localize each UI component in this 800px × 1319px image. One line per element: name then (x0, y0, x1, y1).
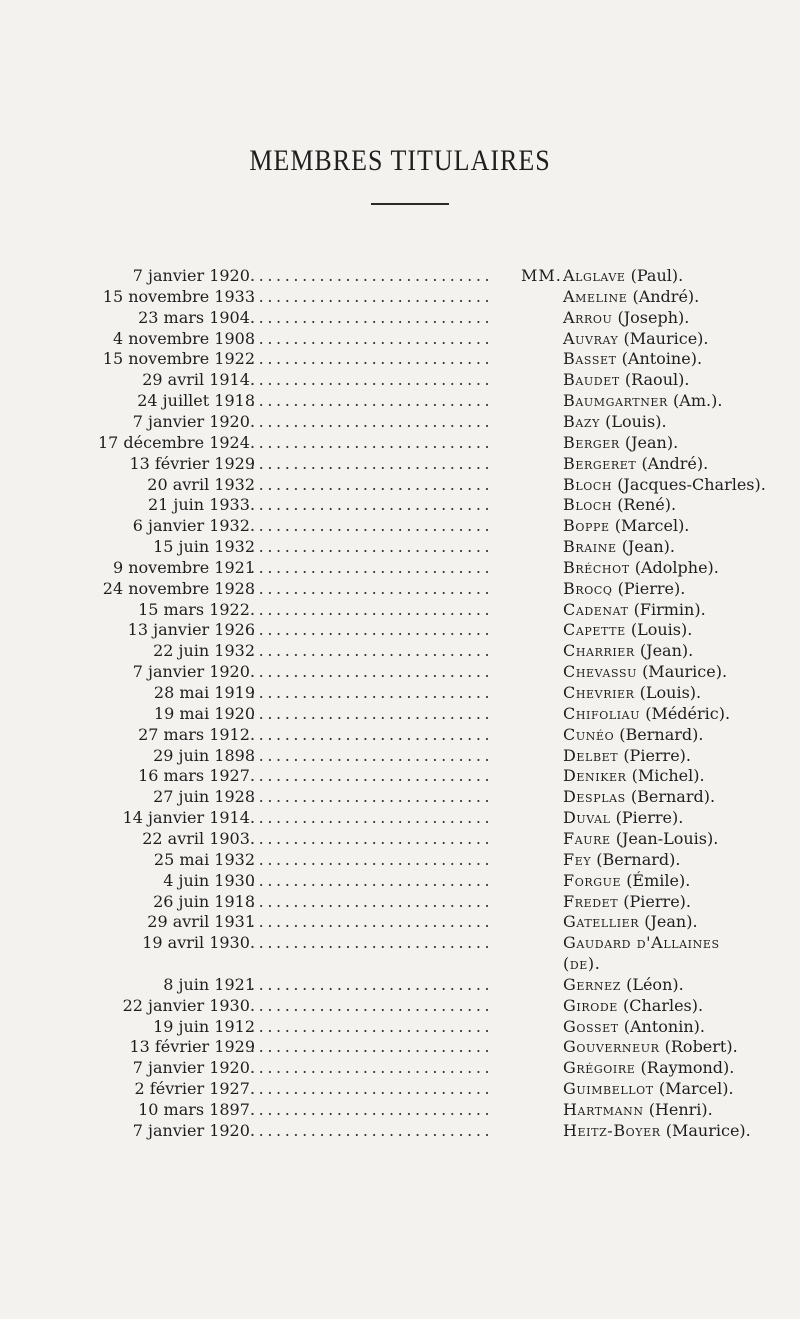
member-date: 9 novembre 1921 (112, 557, 255, 577)
list-item (0, 682, 800, 704)
member-name (563, 557, 719, 579)
member-date: 23 mars 1904. (138, 307, 255, 327)
member-given-name: (Jean). (624, 432, 679, 452)
member-name (563, 807, 683, 829)
leader-dots: ............................ (250, 370, 494, 390)
member-name (563, 369, 689, 391)
member-surname: Baumgartner (563, 391, 668, 411)
leader-dots: ............................ (250, 787, 494, 807)
member-date: 28 mai 1919 (153, 683, 255, 702)
member-date: 10 mars 1897. (138, 1100, 255, 1119)
list-item (0, 891, 800, 913)
leader-dots: ............................ (250, 328, 494, 348)
member-given-name: (Médéric). (645, 703, 731, 723)
leader-dots: ............................ (250, 745, 494, 765)
leader-dots: ............................ (250, 286, 494, 306)
member-date: 29 avril 1931 (147, 912, 255, 932)
member-name (563, 932, 720, 954)
member-name (563, 286, 699, 308)
member-given-name: (Maurice). (642, 662, 728, 682)
member-name (563, 1036, 738, 1058)
member-name (563, 494, 676, 516)
list-item (0, 348, 800, 370)
leader-dots: ............................ (250, 599, 494, 619)
member-given-name: (Adolphe). (634, 557, 719, 577)
list-item (0, 974, 800, 996)
member-given-name: (Robert). (664, 1037, 738, 1057)
member-surname: Alglave (563, 266, 626, 285)
member-given-name: (Antonin). (623, 1016, 705, 1036)
member-date: 15 novembre 1933 (102, 286, 255, 306)
leader-dots: ............................ (250, 870, 494, 890)
member-given-name: (Bernard). (619, 724, 704, 744)
member-date: 21 juin 1933. (147, 495, 255, 515)
member-given-name: (Henri). (648, 1100, 713, 1119)
member-given-name: (Jean). (639, 641, 694, 661)
list-item (0, 578, 800, 600)
list-item (0, 828, 800, 850)
leader-dots: ............................ (250, 849, 494, 869)
member-date: 27 mars 1912. (138, 724, 255, 744)
member-surname: Hartmann (563, 1100, 644, 1119)
member-date: 8 juin 1921 (163, 974, 255, 994)
leader-dots: ............................ (250, 495, 494, 515)
list-item (0, 765, 800, 787)
member-surname: Boppe (563, 516, 610, 536)
member-name (563, 578, 685, 600)
member-surname: Arrou (563, 307, 613, 327)
member-date: 29 avril 1914. (142, 370, 255, 390)
member-date: 6 janvier 1932. (132, 516, 255, 536)
member-given-name: (Jacques-Charles). (617, 474, 766, 494)
member-given-name: (André). (641, 453, 709, 473)
member-surname: Chevassu (563, 662, 637, 682)
leader-dots: ............................ (250, 828, 494, 848)
list-item (0, 870, 800, 892)
list-item (0, 1120, 800, 1142)
member-name (563, 1057, 734, 1079)
list-item (0, 369, 800, 391)
member-date: 13 février 1929 (129, 1037, 255, 1057)
leader-dots: ............................ (250, 1058, 494, 1078)
leader-dots: ............................ (250, 912, 494, 932)
member-name (563, 265, 683, 287)
member-given-name: (Émile). (626, 870, 691, 890)
member-date: 13 janvier 1926 (127, 620, 255, 640)
leader-dots: ............................ (250, 411, 494, 431)
member-name (563, 390, 722, 412)
member-given-name: (Pierre). (617, 578, 686, 598)
leader-dots: ............................ (250, 724, 494, 744)
member-name (563, 703, 730, 725)
leader-dots: ............................ (250, 474, 494, 494)
member-surname: Heitz-Boyer (563, 1120, 661, 1140)
member-date: 4 juin 1930 (163, 870, 255, 890)
member-surname: Fey (563, 849, 592, 869)
member-name (563, 307, 689, 329)
member-date: 2 février 1927. (134, 1079, 255, 1099)
member-surname: Cadenat (563, 599, 629, 619)
leader-dots: ............................ (250, 1100, 494, 1119)
list-item (0, 953, 800, 975)
leader-dots: ............................ (250, 808, 494, 828)
member-surname: Cunéo (563, 724, 615, 744)
member-surname: Gatellier (563, 912, 640, 932)
leader-dots: ............................ (250, 266, 494, 285)
list-item (0, 786, 800, 808)
leader-dots: ............................ (250, 620, 494, 640)
list-item (0, 703, 800, 725)
list-item (0, 328, 800, 350)
member-given-name: (Bernard). (596, 849, 681, 869)
member-surname: Delbet (563, 745, 619, 765)
member-date: 7 janvier 1920. (132, 662, 255, 682)
member-surname: Gouverneur (563, 1037, 660, 1057)
member-given-name: (Louis). (605, 411, 667, 431)
leader-dots: ............................ (250, 683, 494, 702)
member-date: 27 juin 1928 (153, 787, 255, 807)
member-surname: Guimbellot (563, 1079, 654, 1099)
member-surname: Braine (563, 537, 617, 557)
member-name (563, 474, 766, 496)
list-item (0, 1036, 800, 1058)
list-item (0, 619, 800, 641)
list-item (0, 265, 800, 287)
member-name (563, 328, 709, 350)
member-surname: Gernez (563, 974, 621, 994)
member-given-name: (Louis). (630, 620, 693, 640)
member-given-name: (Maurice). (665, 1120, 751, 1140)
member-surname: Forgue (563, 870, 622, 890)
member-name (563, 870, 690, 892)
member-name (563, 828, 718, 850)
member-name (563, 682, 701, 704)
leader-dots: ............................ (250, 1016, 494, 1036)
list-item (0, 390, 800, 412)
leader-dots: ............................ (250, 391, 494, 411)
member-date: 24 juillet 1918 (137, 391, 255, 411)
list-item (0, 494, 800, 516)
member-date: 15 juin 1932 (153, 537, 255, 557)
member-given-name: (Léon). (626, 974, 684, 994)
list-item (0, 661, 800, 683)
list-item (0, 515, 800, 537)
member-date: 22 avril 1903. (142, 828, 255, 848)
list-item (0, 640, 800, 662)
member-surname: Brocq (563, 578, 613, 598)
member-given-name: (Marcel). (658, 1079, 734, 1099)
member-date: 20 avril 1932 (147, 474, 255, 494)
member-surname: Ameline (563, 286, 628, 306)
honorific-prefix: MM. (521, 266, 562, 285)
list-item (0, 1057, 800, 1079)
member-given-name: (René). (617, 495, 677, 515)
member-surname: Fredet (563, 891, 619, 911)
member-date: 26 juin 1918 (153, 891, 255, 911)
member-given-name: (Louis). (639, 683, 702, 702)
list-item (0, 432, 800, 454)
member-surname: Bréchot (563, 557, 630, 577)
member-name (563, 661, 727, 683)
leader-dots: ............................ (250, 307, 494, 327)
member-date: 25 mai 1932 (153, 849, 255, 869)
member-surname: Chifoliau (563, 703, 641, 723)
member-surname: Duval (563, 808, 611, 828)
member-name (563, 1120, 751, 1142)
member-given-name: (Firmin). (633, 599, 706, 619)
member-surname: Bloch (563, 474, 613, 494)
member-name (563, 515, 689, 537)
member-given-name: (Bernard). (630, 787, 716, 807)
member-date: 16 mars 1927. (138, 766, 255, 786)
leader-dots: ............................ (250, 453, 494, 473)
member-date: 19 juin 1912 (153, 1016, 255, 1036)
list-item (0, 1078, 800, 1100)
member-surname: Bergeret (563, 453, 637, 473)
leader-dots: ............................ (250, 432, 494, 452)
member-given-name: (Pierre). (623, 745, 691, 765)
leader-dots: ............................ (250, 703, 494, 723)
member-date: 15 mars 1922. (138, 599, 255, 619)
member-given-name: (Jean-Louis). (615, 828, 719, 848)
member-date: 7 janvier 1920. (132, 1120, 255, 1140)
member-date: 29 juin 1898 (153, 745, 255, 765)
list-item (0, 1099, 800, 1121)
member-name (563, 849, 680, 871)
leader-dots: ............................ (250, 557, 494, 577)
member-given-name: (Joseph). (617, 307, 690, 327)
list-item (0, 307, 800, 329)
member-name (563, 765, 705, 787)
leader-dots: ............................ (250, 766, 494, 786)
leader-dots: ............................ (250, 1079, 494, 1099)
leader-dots: ............................ (250, 349, 494, 369)
member-given-name: (Jean). (621, 537, 675, 557)
member-surname: Gosset (563, 1016, 619, 1036)
leader-dots: ............................ (250, 1037, 494, 1057)
list-item (0, 411, 800, 433)
member-date: 22 janvier 1930. (122, 995, 255, 1015)
leader-dots: ............................ (250, 641, 494, 661)
member-given-name: (Jean). (644, 912, 698, 932)
member-surname: Girode (563, 995, 618, 1015)
title-divider (371, 203, 449, 205)
list-item (0, 911, 800, 933)
member-date: 22 juin 1932 (153, 641, 255, 661)
member-surname: Bazy (563, 411, 601, 431)
member-surname: Bloch (563, 495, 613, 515)
member-date: 14 janvier 1914. (122, 808, 255, 828)
leader-dots: ............................ (250, 516, 494, 536)
list-item (0, 745, 800, 767)
list-item (0, 1016, 800, 1038)
member-name (563, 1078, 734, 1100)
member-given-name: (Michel). (631, 766, 705, 786)
member-given-name: (Antoine). (621, 349, 703, 369)
list-item (0, 557, 800, 579)
member-date: 15 novembre 1922 (102, 349, 255, 369)
leader-dots: ............................ (250, 974, 494, 994)
member-name (563, 432, 678, 454)
member-surname: Capette (563, 620, 626, 640)
list-item (0, 536, 800, 558)
list-item (0, 932, 800, 954)
member-surname: Baudet (563, 370, 620, 390)
list-item (0, 599, 800, 621)
member-given-name: (Maurice). (623, 328, 709, 348)
member-date: 7 janvier 1920. (132, 266, 255, 285)
member-surname: Chevrier (563, 683, 635, 702)
member-given-name: (de). (563, 954, 601, 974)
member-given-name: (Am.). (673, 391, 723, 411)
member-name (563, 724, 703, 746)
member-name (563, 995, 703, 1017)
member-surname: Grégoire (563, 1058, 636, 1078)
member-date: 24 novembre 1928 (102, 578, 255, 598)
member-given-name: (Pierre). (623, 891, 691, 911)
page-title: MEMBRES TITULAIRES (249, 143, 551, 178)
member-surname: Berger (563, 432, 620, 452)
member-name (563, 891, 691, 913)
list-item (0, 286, 800, 308)
member-name (563, 640, 693, 662)
leader-dots: ............................ (250, 933, 494, 953)
list-item (0, 807, 800, 829)
member-surname: Faure (563, 828, 611, 848)
member-date: 13 février 1929 (129, 453, 255, 473)
member-name (563, 453, 708, 475)
member-name (563, 974, 684, 996)
leader-dots: ............................ (250, 891, 494, 911)
member-surname: Charrier (563, 641, 635, 661)
member-name (563, 619, 692, 641)
list-item (0, 453, 800, 475)
member-given-name: (André). (632, 286, 700, 306)
member-surname: Gaudard d'Allaines (563, 933, 720, 953)
member-given-name: (Paul). (630, 266, 684, 285)
member-name (563, 786, 715, 808)
member-surname: Auvray (563, 328, 619, 348)
member-name (563, 745, 691, 767)
member-name (563, 599, 706, 621)
leader-dots: ............................ (250, 995, 494, 1015)
list-item (0, 474, 800, 496)
member-given-name: (Charles). (622, 995, 704, 1015)
member-name (563, 1016, 705, 1038)
member-date: 19 avril 1930. (142, 933, 255, 953)
leader-dots: ............................ (250, 578, 494, 598)
member-surname: Basset (563, 349, 617, 369)
member-date: 17 décembre 1924. (97, 432, 255, 452)
member-given-name: (Raymond). (640, 1058, 735, 1078)
member-given-name: (Pierre). (615, 808, 684, 828)
member-date: 4 novembre 1908 (112, 328, 255, 348)
leader-dots: ............................ (250, 537, 494, 557)
member-name (563, 536, 675, 558)
member-surname: Desplas (563, 787, 626, 807)
list-item (0, 995, 800, 1017)
member-name (563, 411, 667, 433)
member-surname: Deniker (563, 766, 627, 786)
leader-dots: ............................ (250, 1120, 494, 1140)
member-name (563, 953, 600, 975)
member-date: 7 janvier 1920. (132, 1058, 255, 1078)
member-given-name: (Raoul). (624, 370, 690, 390)
list-item (0, 849, 800, 871)
member-name (563, 348, 702, 370)
leader-dots: ............................ (250, 662, 494, 682)
member-date: 7 janvier 1920. (132, 411, 255, 431)
member-date: 19 mai 1920 (153, 703, 255, 723)
member-name (563, 1099, 713, 1121)
member-name (563, 911, 698, 933)
member-given-name: (Marcel). (614, 516, 690, 536)
list-item (0, 724, 800, 746)
